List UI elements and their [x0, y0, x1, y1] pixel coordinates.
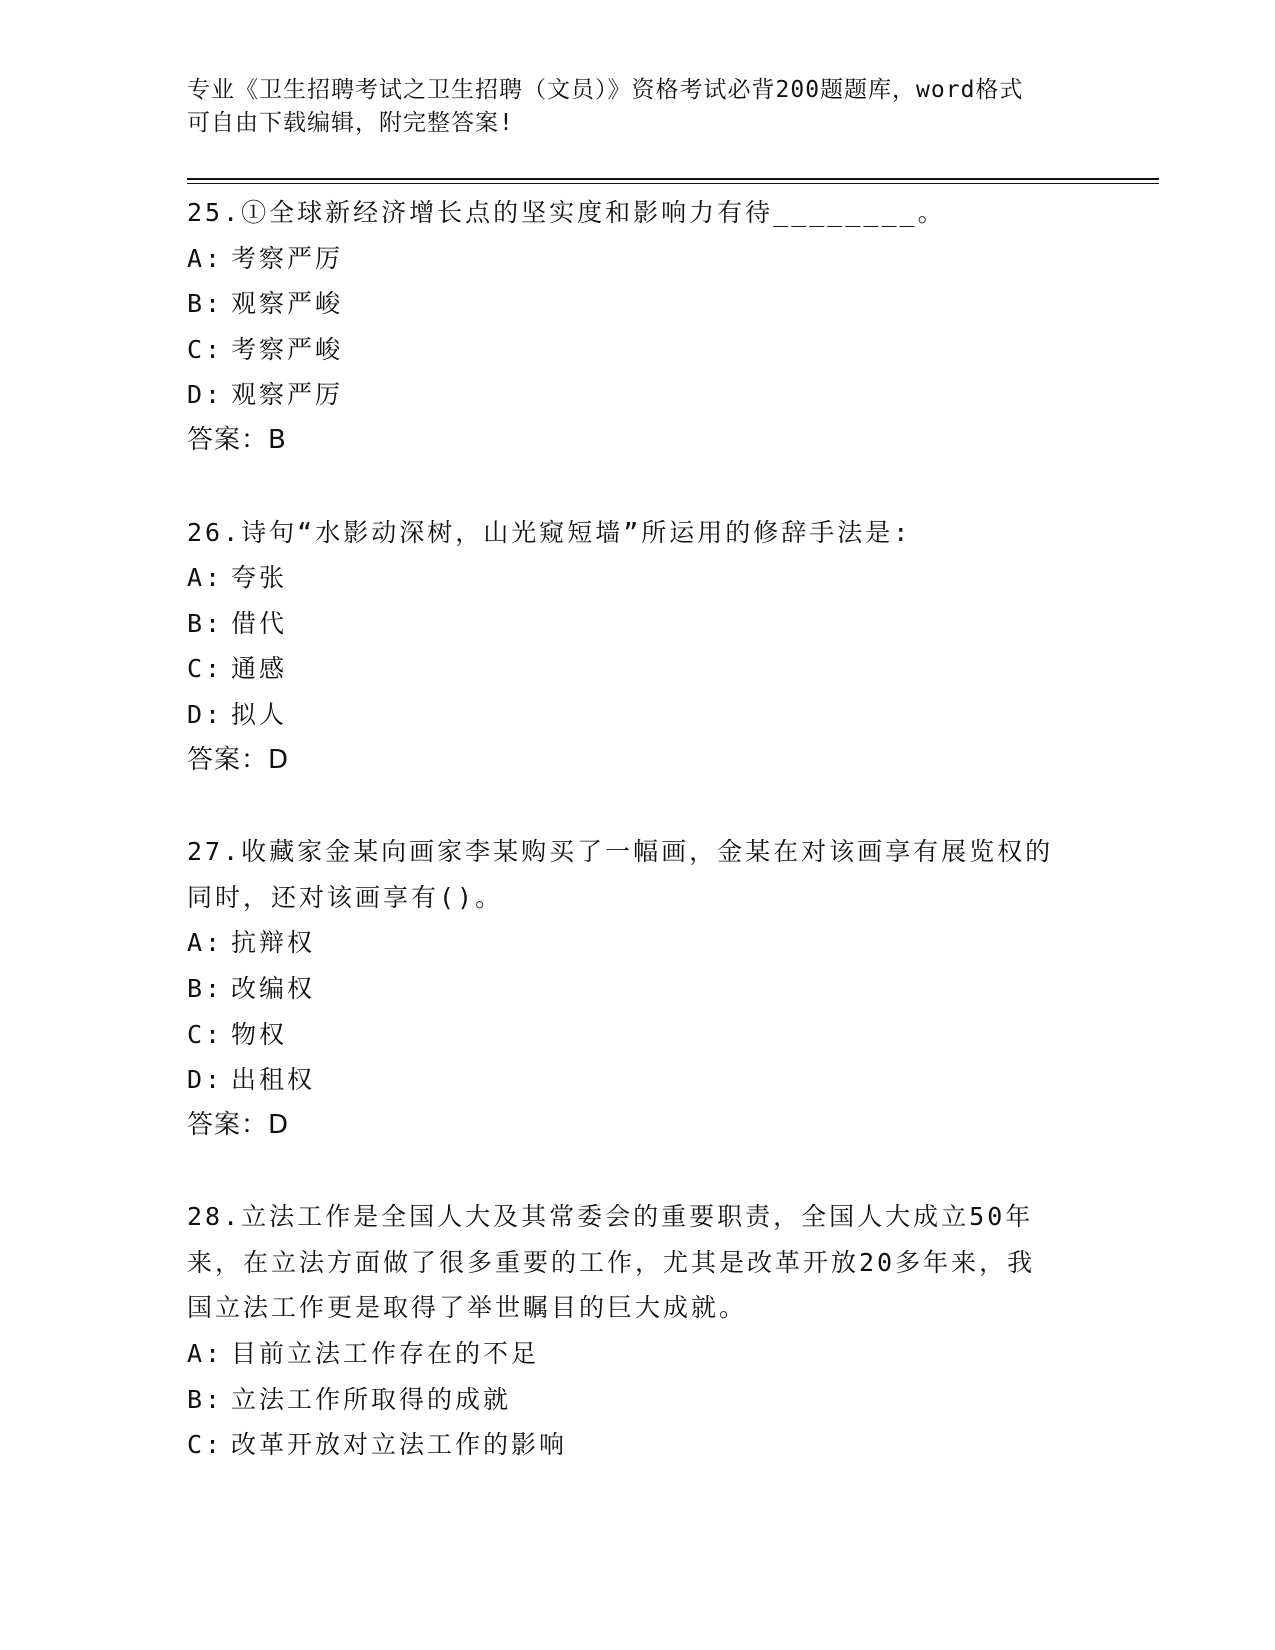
option-letter: C:: [187, 654, 224, 684]
question-stem-continued: 同时，还对该画享有()。: [187, 882, 504, 912]
option-c: [187, 646, 1087, 692]
question-stem-continued: 国立法工作更是取得了举世瞩目的巨大成就。: [187, 1293, 748, 1323]
option-letter: B:: [187, 973, 224, 1003]
option-d: [187, 692, 1087, 738]
option-letter: A:: [187, 1339, 224, 1369]
option-a: [187, 236, 1087, 282]
option-text: 抗辩权: [231, 928, 316, 958]
option-b: [187, 601, 1087, 647]
header-line-2: 可自由下载编辑，附完整答案!: [187, 110, 514, 136]
option-text: 改革开放对立法工作的影响: [231, 1430, 568, 1460]
question-stem: 27.收藏家金某向画家李某购买了一幅画，金某在对该画享有展览权的: [187, 837, 1054, 867]
answer-label: 答案：D: [187, 744, 290, 775]
answer-label: 答案：B: [187, 424, 287, 455]
question-stem: 28.立法工作是全国人大及其常委会的重要职责，全国人大成立50年: [187, 1202, 1034, 1232]
option-a: [187, 555, 1087, 601]
header-divider-thin: [187, 183, 1159, 184]
question-stem: 25.①全球新经济增长点的坚实度和影响力有待________。: [187, 198, 946, 227]
question-25: [187, 190, 1087, 464]
option-letter: A:: [187, 243, 224, 273]
header-divider-thick: [187, 178, 1159, 180]
option-letter: A:: [187, 928, 224, 958]
option-text: 改编权: [231, 973, 316, 1003]
question-stem: 26.诗句“水影动深树，山光窥短墙”所运用的修辞手法是:: [187, 517, 912, 547]
question-26: [187, 510, 1087, 784]
option-a: [187, 920, 1087, 966]
option-text: 通感: [231, 654, 288, 684]
document-header: [187, 74, 1087, 140]
option-letter: D:: [187, 699, 224, 729]
answer-label: 答案：D: [187, 1109, 290, 1140]
option-b: [187, 966, 1087, 1012]
option-letter: C:: [187, 334, 224, 364]
option-d: [187, 372, 1087, 418]
option-text: 夸张: [231, 563, 288, 593]
option-letter: C:: [187, 1430, 224, 1460]
option-letter: B:: [187, 1384, 224, 1414]
header-line-1: 专业《卫生招聘考试之卫生招聘（文员）》资格考试必背200题题库，word格式: [187, 77, 1024, 103]
option-b: [187, 1377, 1087, 1423]
option-text: 出租权: [231, 1065, 316, 1095]
option-letter: D:: [187, 1065, 224, 1095]
option-c: [187, 327, 1087, 373]
question-28: [187, 1194, 1087, 1468]
question-stem-continued: 来，在立法方面做了很多重要的工作，尤其是改革开放20多年来，我: [187, 1247, 1036, 1277]
option-letter: A:: [187, 563, 224, 593]
option-d: [187, 1057, 1087, 1103]
option-letter: B:: [187, 608, 224, 638]
option-text: 拟人: [231, 699, 288, 729]
question-27: [187, 829, 1087, 1148]
option-a: [187, 1331, 1087, 1377]
option-text: 目前立法工作存在的不足: [231, 1339, 540, 1369]
option-letter: D:: [187, 380, 224, 410]
option-text: 考察严峻: [231, 334, 344, 364]
option-text: 借代: [231, 608, 288, 638]
option-text: 考察严厉: [231, 243, 344, 273]
option-letter: B:: [187, 289, 224, 319]
question-list: [187, 190, 1087, 1514]
option-text: 观察严峻: [231, 289, 344, 319]
option-text: 物权: [231, 1019, 288, 1049]
option-letter: C:: [187, 1019, 224, 1049]
option-c: [187, 1012, 1087, 1058]
option-b: [187, 281, 1087, 327]
option-c: [187, 1422, 1087, 1468]
option-text: 观察严厉: [231, 380, 344, 410]
option-text: 立法工作所取得的成就: [231, 1384, 512, 1414]
